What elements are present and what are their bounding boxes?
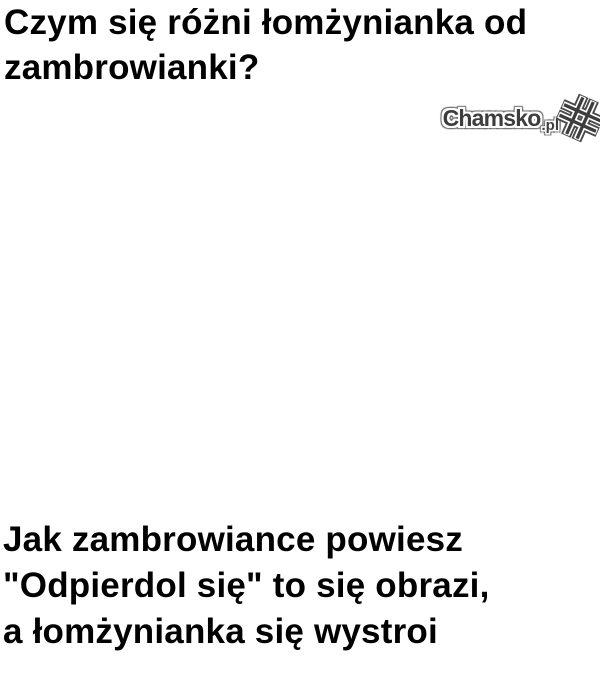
meme-bottom-caption	[3, 517, 490, 655]
chamsko-watermark	[443, 90, 599, 146]
blank-image-area	[0, 150, 600, 510]
bottom-caption-line-3: a łomżynianka się wystroi	[3, 612, 438, 651]
top-caption-line-1: Czym się różni łomżynianka od	[4, 3, 528, 42]
bottom-caption-line-1: Jak zambrowiance powiesz	[3, 520, 463, 559]
watermark-brand-text: Chamsko	[442, 104, 541, 131]
watermark-tld-text: .pl	[541, 116, 559, 134]
hash-icon	[561, 92, 599, 144]
top-caption-line-2: zambrowianki?	[4, 48, 260, 87]
meme-top-caption	[4, 0, 527, 90]
bottom-caption-line-2: "Odpierdol się" to się obrazi,	[3, 566, 490, 605]
